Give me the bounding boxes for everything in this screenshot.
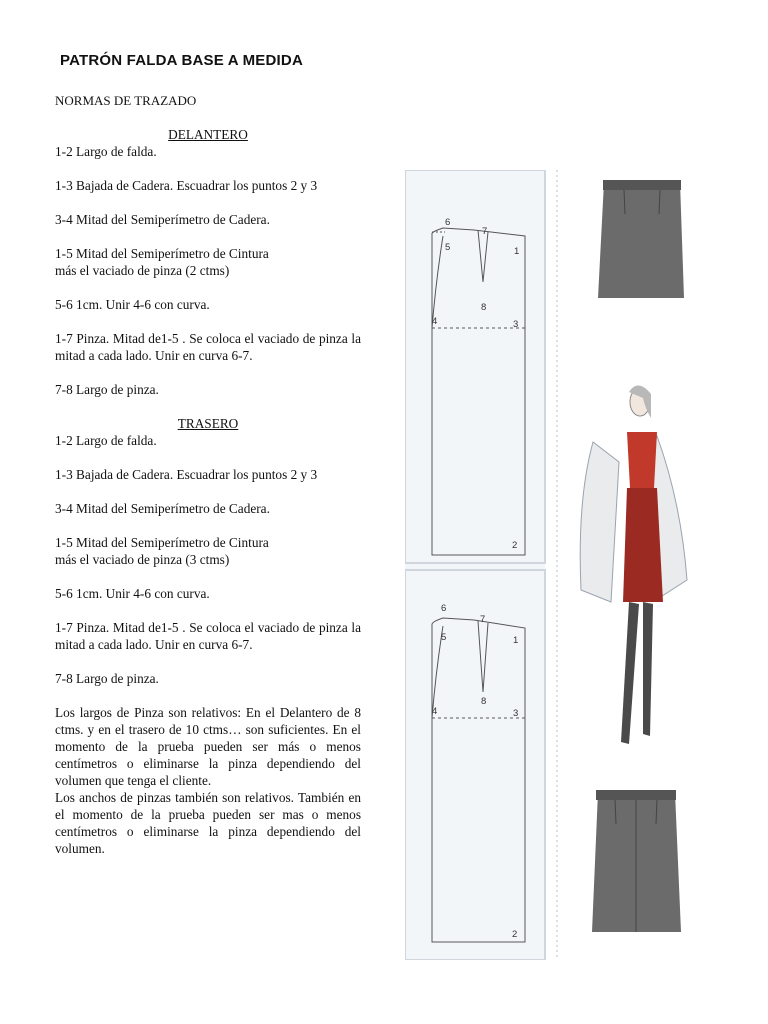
delantero-step-2: 1-3 Bajada de Cadera. Escuadrar los puntos 2 y 3 [55, 178, 318, 193]
page-title: PATRÓN FALDA BASE A MEDIDA [60, 52, 303, 69]
instructions-column [55, 126, 361, 857]
delantero-step-4-cont: más el vaciado de pinza (2 ctms) [55, 263, 230, 278]
trasero-step-7: 7-8 Largo de pinza. [55, 671, 159, 686]
figure-red-skirt [623, 488, 663, 602]
front-skirt-illustration [598, 180, 684, 298]
delantero-step-7: 7-8 Largo de pinza. [55, 382, 159, 397]
trasero-step-1: 1-2 Largo de falda. [55, 433, 157, 448]
back-label-5: 5 [441, 632, 447, 643]
front-label-3: 3 [513, 319, 519, 330]
back-label-3: 3 [513, 708, 519, 719]
front-label-7: 7 [482, 226, 488, 237]
trasero-step-6: 1-7 Pinza. Mitad de1-5 . Se coloca el vaciado de pinza la mitad a cada lado. Unir en curva 6-7. [55, 620, 361, 652]
back-label-4: 4 [432, 706, 438, 717]
delantero-step-4: 1-5 Mitad del Semiperímetro de Cintura [55, 246, 269, 261]
fashion-figure [580, 385, 687, 744]
delantero-heading: DELANTERO [168, 127, 248, 142]
delantero-step-6: 1-7 Pinza. Mitad de1-5 . Se coloca el vaciado de pinza la mitad a cada lado. Unir en curva 6-7. [55, 331, 361, 363]
back-skirt-waistband [596, 790, 676, 800]
notes-paragraph-1: Los largos de Pinza son relativos: En el Delantero de 8 ctms. y en el trasero de 10 ctms… son suficientes. En el momento de la prueba pueden ser más o menos centímetros o eliminarse la pinza dependiendo del volumen que tenga el cliente. [55, 705, 361, 788]
trasero-step-2: 1-3 Bajada de Cadera. Escuadrar los puntos 2 y 3 [55, 467, 318, 482]
back-label-1: 1 [513, 635, 519, 646]
trasero-step-4: 1-5 Mitad del Semiperímetro de Cintura [55, 535, 269, 550]
front-skirt-body [598, 182, 684, 298]
front-label-5: 5 [445, 242, 451, 253]
back-label-8: 8 [481, 696, 487, 707]
figure-boot-right [643, 602, 653, 736]
back-label-2: 2 [512, 929, 518, 940]
back-label-7: 7 [480, 614, 486, 625]
figure-boot-left [621, 602, 639, 744]
front-label-2: 2 [512, 540, 518, 551]
pattern-illustration [405, 170, 689, 960]
trasero-step-3: 3-4 Mitad del Semiperímetro de Cadera. [55, 501, 270, 516]
back-skirt-illustration [592, 790, 681, 932]
front-label-1: 1 [514, 246, 520, 257]
pattern-illustration-svg [405, 170, 689, 960]
front-label-6: 6 [445, 217, 451, 228]
delantero-step-5: 5-6 1cm. Unir 4-6 con curva. [55, 297, 210, 312]
back-label-6: 6 [441, 603, 447, 614]
page-subtitle: NORMAS DE TRAZADO [55, 93, 197, 108]
notes-paragraph-2: Los anchos de pinzas también son relativos. También en el momento de la prueba pueden ser mas o menos centímetros o eliminarse la pinza dependiendo del volumen. [55, 790, 361, 856]
trasero-heading: TRASERO [177, 416, 239, 431]
figure-coat-left [580, 442, 619, 602]
left-panel-bg [405, 170, 545, 960]
delantero-step-3: 3-4 Mitad del Semiperímetro de Cadera. [55, 212, 270, 227]
front-label-8: 8 [481, 302, 487, 313]
trasero-step-5: 5-6 1cm. Unir 4-6 con curva. [55, 586, 210, 601]
delantero-step-1: 1-2 Largo de falda. [55, 144, 157, 159]
front-label-4: 4 [432, 316, 438, 327]
figure-red-top [627, 432, 657, 488]
trasero-step-4-cont: más el vaciado de pinza (3 ctms) [55, 552, 230, 567]
front-skirt-waistband [603, 180, 681, 190]
